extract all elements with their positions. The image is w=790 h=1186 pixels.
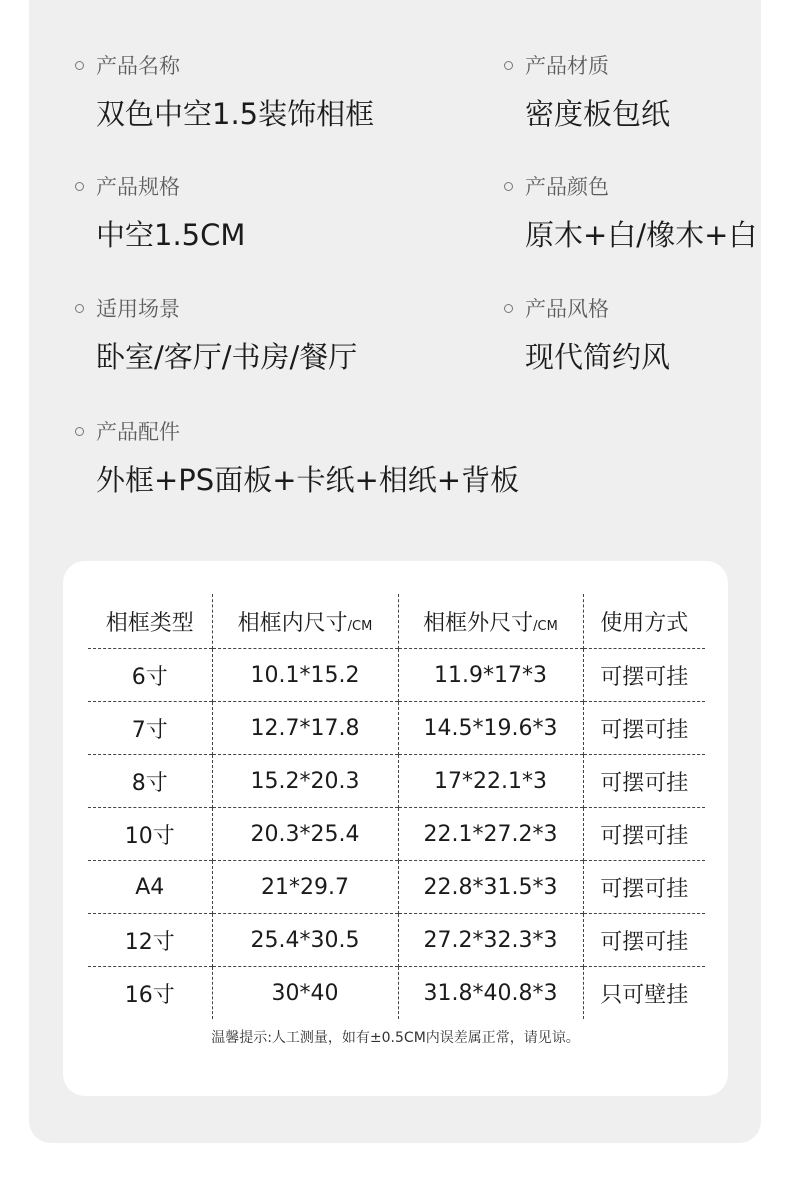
- header-inner-size: 相框内尺寸/CM: [212, 594, 398, 649]
- spec-value: 现代简约风: [525, 340, 671, 374]
- spec-label: 产品材质: [525, 54, 609, 78]
- spec-label: 产品配件: [96, 420, 180, 444]
- cell-type: 16寸: [88, 967, 212, 1020]
- measurement-note: 温馨提示:人工测量，如有±0.5CM内误差属正常，请见谅。: [211, 1030, 580, 1046]
- cell-inner: 20.3*25.4: [212, 808, 398, 861]
- cell-usage: 只可壁挂: [583, 967, 705, 1020]
- bullet-icon: [75, 61, 84, 70]
- cell-inner: 21*29.7: [212, 861, 398, 914]
- table-row: [88, 967, 705, 1020]
- spec-value: 密度板包纸: [525, 97, 671, 131]
- unit-label: /CM: [533, 618, 558, 634]
- table-row: [88, 649, 705, 702]
- bullet-icon: [75, 304, 84, 313]
- cell-inner: 15.2*20.3: [212, 755, 398, 808]
- cell-outer: 27.2*32.3*3: [398, 914, 583, 967]
- spec-label: 产品规格: [96, 175, 180, 199]
- cell-usage: 可摆可挂: [583, 702, 705, 755]
- spec-value: 双色中空1.5装饰相框: [96, 97, 375, 131]
- spec-label: 产品颜色: [525, 175, 609, 199]
- cell-type: 12寸: [88, 914, 212, 967]
- cell-type: 7寸: [88, 702, 212, 755]
- size-table: [88, 594, 705, 1019]
- table-row: [88, 702, 705, 755]
- table-row: [88, 808, 705, 861]
- cell-outer: 31.8*40.8*3: [398, 967, 583, 1020]
- header-frame-type: 相框类型: [105, 610, 194, 636]
- table-row: [88, 914, 705, 967]
- cell-usage: 可摆可挂: [583, 649, 705, 702]
- table-row: [88, 755, 705, 808]
- header-usage: 使用方式: [583, 594, 705, 649]
- spec-label: 产品名称: [96, 54, 180, 78]
- cell-usage: 可摆可挂: [583, 861, 705, 914]
- cell-outer: 14.5*19.6*3: [398, 702, 583, 755]
- bullet-icon: [75, 427, 84, 436]
- cell-outer: 22.8*31.5*3: [398, 861, 583, 914]
- cell-outer: 17*22.1*3: [398, 755, 583, 808]
- cell-outer: 22.1*27.2*3: [398, 808, 583, 861]
- table-row: [88, 861, 705, 914]
- header-outer-size: 相框外尺寸/CM: [398, 594, 583, 649]
- unit-label: /CM: [347, 618, 373, 634]
- cell-inner: 30*40: [212, 967, 398, 1020]
- bullet-icon: [504, 304, 513, 313]
- spec-label: 产品风格: [525, 297, 609, 321]
- cell-inner: 25.4*30.5: [212, 914, 398, 967]
- cell-usage: 可摆可挂: [583, 808, 705, 861]
- cell-inner: 10.1*15.2: [212, 649, 398, 702]
- cell-outer: 11.9*17*3: [398, 649, 583, 702]
- cell-inner: 12.7*17.8: [212, 702, 398, 755]
- cell-type: A4: [88, 861, 212, 914]
- spec-value: 中空1.5CM: [96, 218, 246, 252]
- cell-usage: 可摆可挂: [583, 914, 705, 967]
- spec-value: 原木+白/橡木+白: [525, 218, 758, 252]
- bullet-icon: [504, 61, 513, 70]
- spec-value: 卧室/客厅/书房/餐厅: [96, 340, 358, 374]
- cell-usage: 可摆可挂: [583, 755, 705, 808]
- spec-label: 适用场景: [96, 297, 180, 321]
- bullet-icon: [504, 182, 513, 191]
- cell-type: 6寸: [88, 649, 212, 702]
- cell-type: 8寸: [88, 755, 212, 808]
- spec-value: 外框+PS面板+卡纸+相纸+背板: [96, 463, 520, 497]
- table-header-row: [88, 594, 705, 649]
- size-table-card: [63, 561, 728, 1096]
- cell-type: 10寸: [88, 808, 212, 861]
- bullet-icon: [75, 182, 84, 191]
